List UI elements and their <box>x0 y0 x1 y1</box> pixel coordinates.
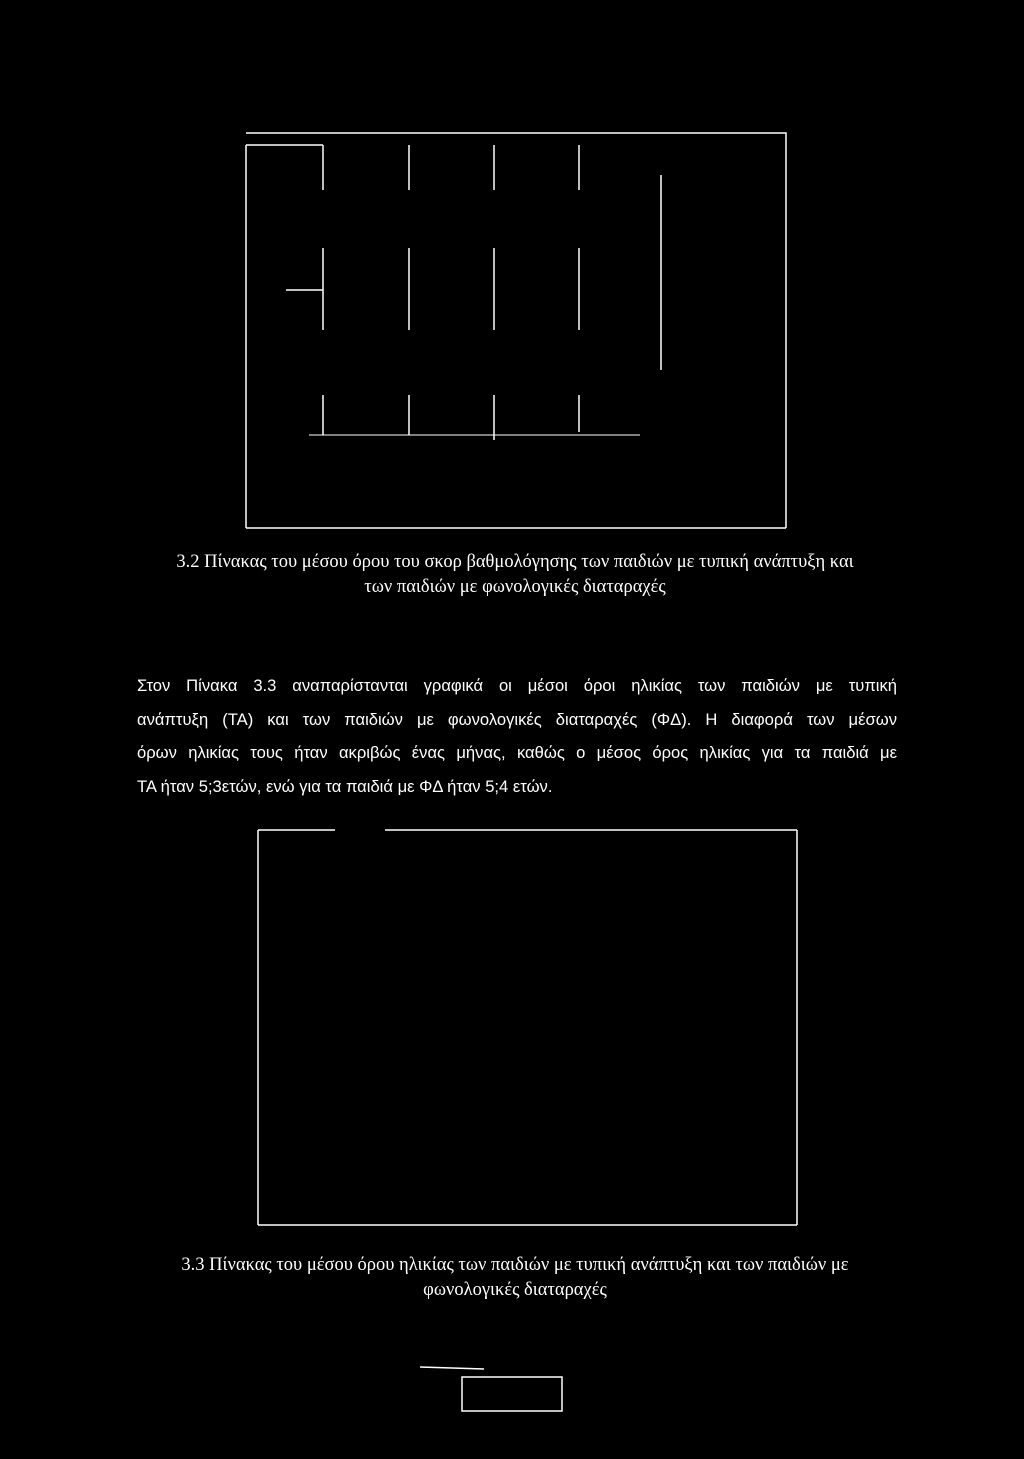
paragraph-line: ανάπτυξη (ΤΑ) και των παιδιών με φωνολογικές διαταραχές (ΦΔ). Η διαφορά των μέσων <box>137 709 897 729</box>
page-number-frame <box>462 1377 562 1411</box>
page-number-overline <box>420 1367 484 1369</box>
paragraph-line: ΤΑ ήταν 5;3ετών, ενώ για τα παιδιά με ΦΔ ήταν 5;4 ετών. <box>137 776 553 796</box>
figure-2-caption-line: 3.3 Πίνακας του μέσου όρου ηλικίας των παιδιών με τυπική ανάπτυξη και των παιδιών με <box>181 1255 849 1275</box>
paragraph-line: Στον Πίνακα 3.3 αναπαρίστανται γραφικά οι μέσοι όροι ηλικίας των παιδιών με τυπική <box>137 676 897 695</box>
figure-1-caption-line: των παιδιών με φωνολογικές διαταραχές <box>364 577 666 597</box>
figure-2-caption-line: φωνολογικές διαταραχές <box>423 1280 607 1300</box>
figure-1-caption-line: 3.2 Πίνακας του μέσου όρου του σκορ βαθμολόγησης των παιδιών με τυπική ανάπτυξη και <box>176 552 854 572</box>
paragraph-line: όρων ηλικίας τους ήταν ακριβώς ένας μήνας, καθώς ο μέσος όρος ηλικίας για τα παιδιά με <box>137 743 897 762</box>
